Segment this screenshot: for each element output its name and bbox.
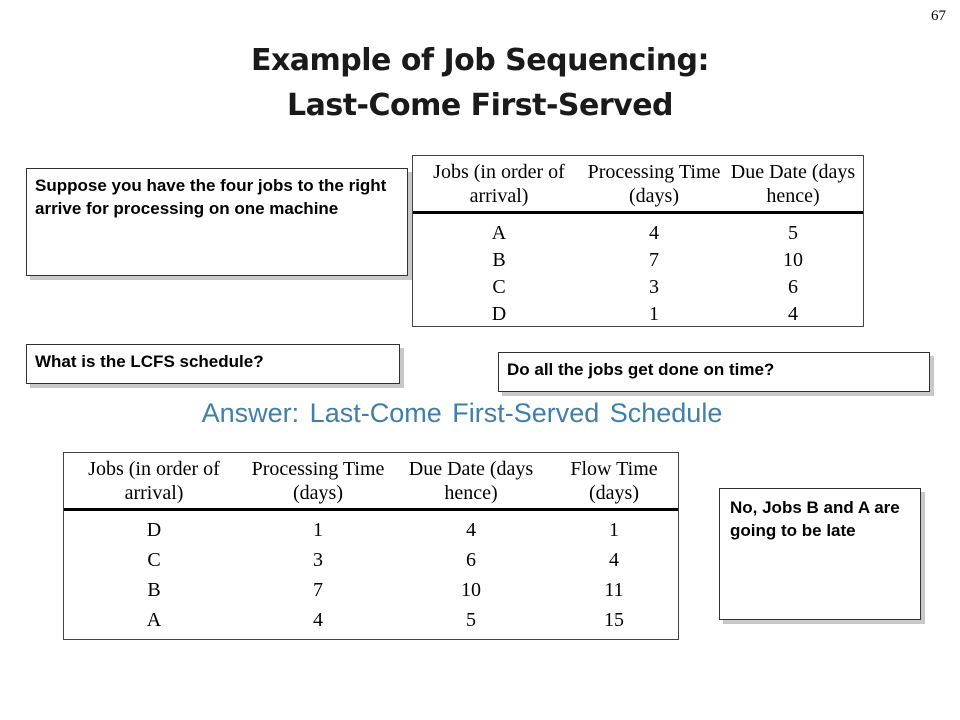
table-row bbox=[64, 547, 678, 574]
table-cell: C bbox=[492, 276, 506, 298]
intro-note: Suppose you have the four jobs to the right arrive for processing on one machine bbox=[26, 168, 408, 276]
table-cell: 3 bbox=[649, 276, 659, 298]
conclusion-note: No, Jobs B and A are going to be late bbox=[719, 488, 921, 620]
schedule-header-flow-time: Flow Time (days) bbox=[570, 458, 658, 504]
table-cell: D bbox=[491, 303, 507, 325]
lcfs-schedule-table bbox=[63, 452, 679, 640]
table-cell: 1 bbox=[609, 519, 619, 541]
lcfs-question-note: What is the LCFS schedule? bbox=[26, 344, 400, 384]
table-cell: 7 bbox=[313, 579, 323, 601]
title-line-1: Example of Job Sequencing: bbox=[250, 43, 710, 78]
input-header-jobs: Jobs (in order of arrival) bbox=[433, 161, 565, 207]
table-cell: A bbox=[146, 609, 162, 631]
table-row bbox=[64, 517, 678, 544]
schedule-header-processing: Processing Time (days) bbox=[251, 458, 385, 504]
table-cell: 15 bbox=[604, 609, 624, 631]
table-cell: 5 bbox=[788, 222, 798, 244]
table-row bbox=[413, 220, 863, 247]
table-row bbox=[64, 607, 678, 634]
slide-title bbox=[0, 38, 960, 128]
table-cell: 3 bbox=[313, 549, 323, 571]
table-cell: B bbox=[492, 249, 506, 271]
table-row bbox=[413, 301, 863, 328]
title-line-2: Last-Come First-Served bbox=[286, 88, 674, 123]
table-cell: 6 bbox=[788, 276, 798, 298]
table-cell: 10 bbox=[461, 579, 481, 601]
table-cell: D bbox=[146, 519, 162, 541]
table-row bbox=[64, 577, 678, 604]
table-row bbox=[413, 247, 863, 274]
table-cell: 6 bbox=[466, 549, 476, 571]
page-number: 67 bbox=[931, 8, 946, 24]
table-cell: B bbox=[147, 579, 161, 601]
table-cell: 4 bbox=[466, 519, 476, 541]
table-cell: 11 bbox=[604, 579, 624, 601]
input-header-processing: Processing Time (days) bbox=[587, 161, 721, 207]
table-cell: 4 bbox=[609, 549, 619, 571]
table-cell: 1 bbox=[649, 303, 659, 325]
table-cell: 5 bbox=[466, 609, 476, 631]
table-cell: 10 bbox=[783, 249, 803, 271]
schedule-table-header bbox=[64, 453, 678, 511]
input-jobs-table bbox=[412, 155, 864, 327]
input-header-due-date: Due Date (days hence) bbox=[730, 161, 856, 207]
answer-heading: Answer: Last-Come First-Served Schedule bbox=[201, 398, 723, 428]
table-cell: 1 bbox=[313, 519, 323, 541]
input-table-header bbox=[413, 156, 863, 214]
on-time-question-note: Do all the jobs get done on time? bbox=[498, 352, 930, 392]
table-cell: 4 bbox=[649, 222, 659, 244]
table-cell: 4 bbox=[788, 303, 798, 325]
table-cell: C bbox=[147, 549, 161, 571]
table-row bbox=[413, 274, 863, 301]
schedule-header-due-date: Due Date (days hence) bbox=[408, 458, 534, 504]
schedule-header-jobs: Jobs (in order of arrival) bbox=[88, 458, 220, 504]
table-cell: A bbox=[491, 222, 507, 244]
table-cell: 4 bbox=[313, 609, 323, 631]
table-cell: 7 bbox=[649, 249, 659, 271]
